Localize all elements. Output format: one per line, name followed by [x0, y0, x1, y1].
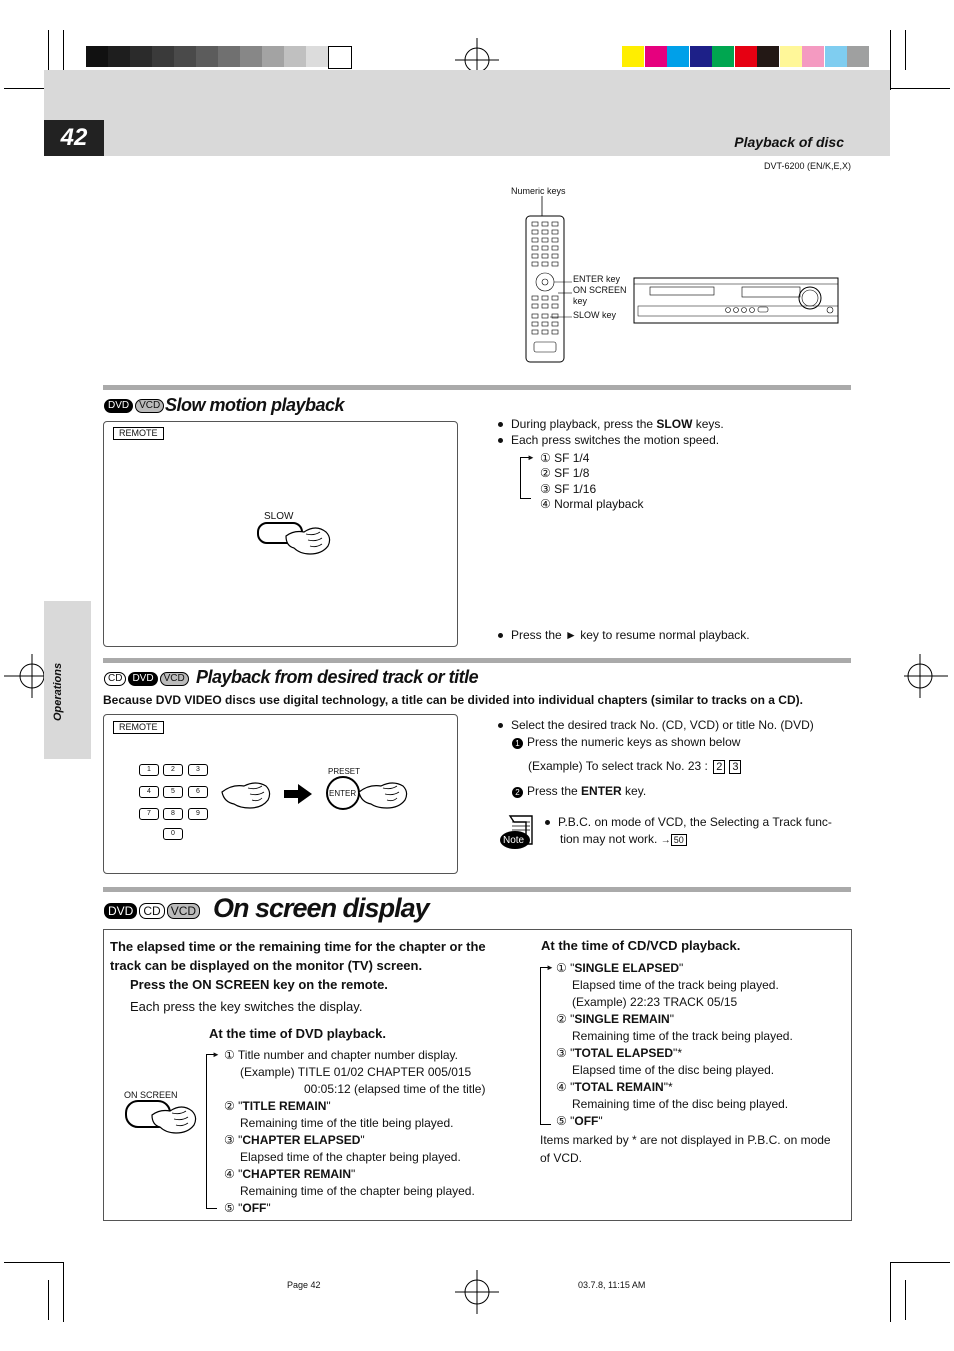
- registration-target-icon: [4, 654, 48, 698]
- osd-each: Each press the key switches the display.: [130, 999, 363, 1014]
- grayscale-swatch: [328, 46, 352, 69]
- cd-display-desc: Elapsed time of the track being played.: [572, 978, 779, 992]
- osd-intro-1: The elapsed time or the remaining time for the chapter or the: [110, 939, 486, 954]
- footer-page: Page 42: [287, 1280, 321, 1290]
- remote-tag: REMOTE: [113, 721, 164, 734]
- cd-display-desc: Elapsed time of the disc being played.: [572, 1063, 775, 1077]
- slow-motion-title: Slow motion playback: [165, 395, 345, 415]
- cd-heading: At the time of CD/VCD playback.: [541, 938, 741, 953]
- color-swatch: [690, 46, 712, 67]
- slow-key-label: SLOW key: [573, 310, 617, 320]
- numeric-keys-label: Numeric keys: [511, 186, 566, 196]
- note-line-2: tion may not work. → 50: [560, 831, 687, 849]
- crop-mark: [890, 88, 950, 89]
- preset-label: PRESET: [328, 767, 361, 776]
- page-number: 42: [44, 120, 104, 156]
- dvd-display-desc: (Example) TITLE 01/02 CHAPTER 005/015: [240, 1065, 472, 1079]
- numeric-key[interactable]: 2: [163, 764, 183, 776]
- dvd-display-item: ① Title number and chapter number display.: [224, 1048, 459, 1062]
- slow-resume-note: Press the ► key to resume normal playback.: [498, 627, 750, 643]
- numeric-key[interactable]: 6: [188, 786, 208, 798]
- numeric-key[interactable]: 7: [139, 808, 159, 820]
- color-swatch: [780, 46, 802, 67]
- registration-target-icon: [904, 654, 948, 698]
- footnote-2: of VCD.: [540, 1151, 583, 1165]
- footnote-1: Items marked by * are not displayed in P.B.C. on mode: [540, 1133, 831, 1147]
- note-line-1: P.B.C. on mode of VCD, the Selecting a Track func-: [545, 814, 832, 830]
- crop-mark: [905, 1280, 906, 1320]
- page-header: [44, 70, 890, 156]
- section-title: Playback of disc: [734, 134, 844, 150]
- on-screen-key-label: ON SCREEN key: [573, 285, 627, 306]
- side-tab: [44, 601, 91, 759]
- grayscale-swatch: [174, 46, 196, 67]
- enter-key-label: ENTER key: [573, 274, 621, 284]
- grayscale-swatch: [196, 46, 218, 67]
- numeric-key[interactable]: 4: [139, 786, 159, 798]
- slow-instruction-2: Each press switches the motion speed.: [498, 432, 719, 448]
- dvd-cycle-bracket: [206, 1054, 217, 1209]
- section-rule: [103, 385, 851, 390]
- track-title: Playback from desired track or title: [196, 667, 479, 687]
- cd-badge: CD: [104, 672, 126, 686]
- section-rule: [103, 887, 851, 892]
- side-tab-label: Operations: [52, 662, 64, 721]
- vcd-badge: VCD: [135, 399, 164, 413]
- crop-mark: [63, 1262, 64, 1322]
- color-swatch: [757, 46, 779, 67]
- cycle-arrow-icon: ►: [212, 1050, 220, 1059]
- numeric-key[interactable]: 9: [188, 808, 208, 820]
- numeric-key[interactable]: 5: [163, 786, 183, 798]
- cd-display-item: ② "SINGLE REMAIN": [556, 1012, 674, 1026]
- enter-button-label: ENTER: [329, 789, 357, 798]
- grayscale-swatch: [284, 46, 306, 67]
- cd-cycle-bracket: [540, 967, 551, 1125]
- crop-mark: [890, 1262, 891, 1322]
- registration-target-icon: [455, 1270, 499, 1314]
- grayscale-swatch: [152, 46, 174, 67]
- numeric-key[interactable]: 0: [163, 828, 183, 840]
- model-number: DVT-6200 (EN/K,E,X): [763, 161, 851, 171]
- dvd-display-item: ④ "CHAPTER REMAIN": [224, 1167, 356, 1181]
- cd-display-desc: Remaining time of the disc being played.: [572, 1097, 789, 1111]
- grayscale-swatch: [108, 46, 130, 67]
- vcd-badge: VCD: [160, 672, 189, 686]
- page-ref: 50: [671, 834, 687, 846]
- cd-display-item: ③ "TOTAL ELAPSED"*: [556, 1046, 682, 1060]
- numeric-key[interactable]: 3: [188, 764, 208, 776]
- track-step-1: 1 Press the numeric keys as shown below: [512, 734, 740, 750]
- track-badges: [104, 670, 191, 688]
- grayscale-swatch: [240, 46, 262, 67]
- grayscale-swatch: [262, 46, 284, 67]
- cd-display-item: ① "SINGLE ELAPSED": [556, 961, 684, 975]
- right-arrow-icon: [284, 784, 312, 804]
- track-step-2: 2 Press the ENTER key.: [512, 783, 646, 799]
- dvd-display-desc: Remaining time of the title being played.: [240, 1116, 454, 1130]
- slow-step-2: ② SF 1/8: [540, 466, 590, 480]
- grayscale-swatch: [306, 46, 328, 67]
- crop-mark: [905, 30, 906, 70]
- color-swatch: [712, 46, 734, 67]
- cd-badge: CD: [139, 903, 164, 919]
- color-swatch: [667, 46, 689, 67]
- numeric-key[interactable]: 1: [139, 764, 159, 776]
- note-label: Note: [503, 835, 525, 846]
- numeric-key[interactable]: 8: [163, 808, 183, 820]
- dvd-display-item: ③ "CHAPTER ELAPSED": [224, 1133, 365, 1147]
- cycle-arrow-icon: ►: [527, 453, 535, 462]
- crop-mark: [48, 1280, 49, 1320]
- dvd-display-desc: 00:05:12 (elapsed time of the title): [304, 1082, 486, 1096]
- footer-timestamp: 03.7.8, 11:15 AM: [578, 1280, 646, 1290]
- osd-intro-2: track can be displayed on the monitor (TV) screen.: [110, 958, 423, 973]
- cycle-arrow-icon: ►: [546, 963, 554, 972]
- dvd-heading: At the time of DVD playback.: [209, 1026, 386, 1041]
- dvd-badge: DVD: [104, 903, 137, 919]
- track-instruction-1: Select the desired track No. (CD, VCD) or title No. (DVD): [498, 717, 814, 733]
- track-intro: Because DVD VIDEO discs use digital technology, a title can be divided into individual chapters (similar to tracks on a CD).: [103, 693, 803, 707]
- dvd-display-desc: Elapsed time of the chapter being played.: [240, 1150, 461, 1164]
- color-swatch: [622, 46, 644, 67]
- on-screen-button-press-icon: [124, 1097, 198, 1137]
- slow-step-3: ③ SF 1/16: [540, 482, 597, 496]
- slow-step-4: ④ Normal playback: [540, 497, 644, 511]
- cd-display-item: ⑤ "OFF": [556, 1114, 603, 1128]
- osd-badges: [104, 902, 202, 920]
- track-example: (Example) To select track No. 23 : 2 3: [528, 758, 743, 774]
- cd-display-desc: (Example) 22:23 TRACK 05/15: [572, 995, 738, 1009]
- remote-and-player-illustration: [520, 196, 850, 366]
- grayscale-swatch: [130, 46, 152, 67]
- color-swatch: [645, 46, 667, 67]
- pointing-hand-icon: [220, 776, 274, 810]
- slow-badges: [104, 397, 166, 415]
- dvd-display-item: ② "TITLE REMAIN": [224, 1099, 331, 1113]
- crop-mark: [4, 1262, 64, 1263]
- remote-tag: REMOTE: [113, 427, 164, 440]
- osd-press: Press the ON SCREEN key on the remote.: [130, 977, 388, 992]
- osd-title: On screen display: [213, 893, 429, 923]
- crop-mark: [890, 30, 891, 90]
- color-swatch: [847, 46, 869, 67]
- cd-display-item: ④ "TOTAL REMAIN"*: [556, 1080, 673, 1094]
- grayscale-swatch: [218, 46, 240, 67]
- dvd-badge: DVD: [104, 399, 133, 413]
- dvd-badge: DVD: [128, 672, 157, 686]
- vcd-badge: VCD: [167, 903, 200, 919]
- cd-display-desc: Remaining time of the track being played.: [572, 1029, 793, 1043]
- color-swatch: [735, 46, 757, 67]
- crop-mark: [890, 1262, 950, 1263]
- grayscale-swatch: [86, 46, 108, 67]
- color-swatch: [825, 46, 847, 67]
- crop-mark: [48, 30, 49, 70]
- color-swatch: [802, 46, 824, 67]
- slow-button-label: SLOW: [264, 511, 294, 522]
- slow-step-1: ① SF 1/4: [540, 451, 590, 465]
- section-rule: [103, 658, 851, 663]
- on-screen-button-label: ON SCREEN: [124, 1090, 178, 1100]
- slow-button-press-icon: [256, 520, 332, 556]
- slow-instruction-1: During playback, press the SLOW keys.: [498, 416, 724, 432]
- dvd-display-item: ⑤ "OFF": [224, 1201, 271, 1215]
- dvd-display-desc: Remaining time of the chapter being played.: [240, 1184, 475, 1198]
